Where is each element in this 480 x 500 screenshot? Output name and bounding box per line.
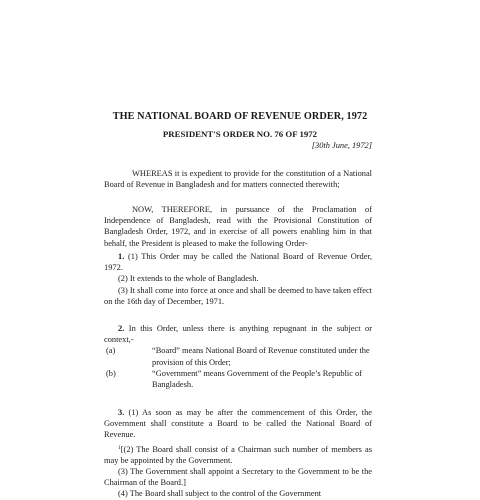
section-1-sub-3: (3) It shall come into force at once and shall be deemed to have taken effect on the 16th day of December, 1971. — [104, 285, 372, 306]
section-2-clause-b — [104, 368, 372, 390]
section-3-sub-2-text: [(2) The Board shall consist of a Chairman such number of members as may be appointed by the Government. — [104, 444, 372, 465]
section-2 — [104, 323, 372, 390]
preamble — [104, 168, 372, 190]
section-3-number: 3. — [118, 408, 125, 417]
preamble-continued — [104, 204, 372, 249]
document-title: THE NATIONAL BOARD OF REVENUE ORDER, 1972 — [112, 111, 368, 122]
section-2-number: 2. — [118, 324, 125, 333]
section-3-sub-1-text: (1) As soon as may be after the commencement of this Order, the Government shall constitute a Board to be called the National Board of Revenue. — [104, 408, 372, 440]
clause-text: “Board” means National Board of Revenue constituted under the provision of this Order; — [152, 346, 370, 367]
section-1-sub-1 — [104, 251, 372, 273]
section-2-clause-a — [104, 345, 372, 367]
section-2-intro — [104, 323, 372, 345]
clause-label: (a) — [106, 346, 116, 356]
section-1-sub-1-text: (1) This Order may be called the National Board of Revenue Order, 1972. — [104, 252, 373, 273]
section-3 — [104, 407, 372, 500]
section-1-sub-2: (2) It extends to the whole of Bangladesh. — [118, 274, 259, 284]
footnote-marker: 1 — [118, 444, 121, 451]
section-3-sub-1 — [104, 407, 372, 441]
clause-label: (b) — [106, 368, 116, 378]
section-3-sub-4: (4) The Board shall subject to the control of the Government — [118, 489, 322, 499]
section-1 — [104, 251, 372, 307]
preamble-whereas: WHEREAS it is expedient to provide for the constitution of a National Board of Revenue in Bangladesh and for matters connected therewith; — [104, 169, 372, 190]
section-3-sub-2 — [104, 444, 372, 466]
clause-text: “Government” means Government of the People’s Republic of Bangladesh. — [152, 368, 363, 390]
section-3-sub-3: (3) The Government shall appoint a Secretary to the Government to be the Chairman of the Board.] — [104, 467, 372, 488]
order-number: PRESIDENT'S ORDER NO. 76 OF 1972 — [162, 129, 318, 139]
order-date: [30th June, 1972] — [311, 141, 372, 150]
preamble-now-therefore: NOW, THEREFORE, in pursuance of the Proclamation of Independence of Bangladesh, read with the Provisional Constitution of Bangladesh Order, 1972, and in exercise of all powers enabling him in that behalf, the President is pleased to make the following Order- — [104, 205, 372, 248]
section-1-number: 1. — [118, 252, 125, 261]
section-2-intro-text: In this Order, unless there is anything repugnant in the subject or context,- — [104, 324, 373, 345]
